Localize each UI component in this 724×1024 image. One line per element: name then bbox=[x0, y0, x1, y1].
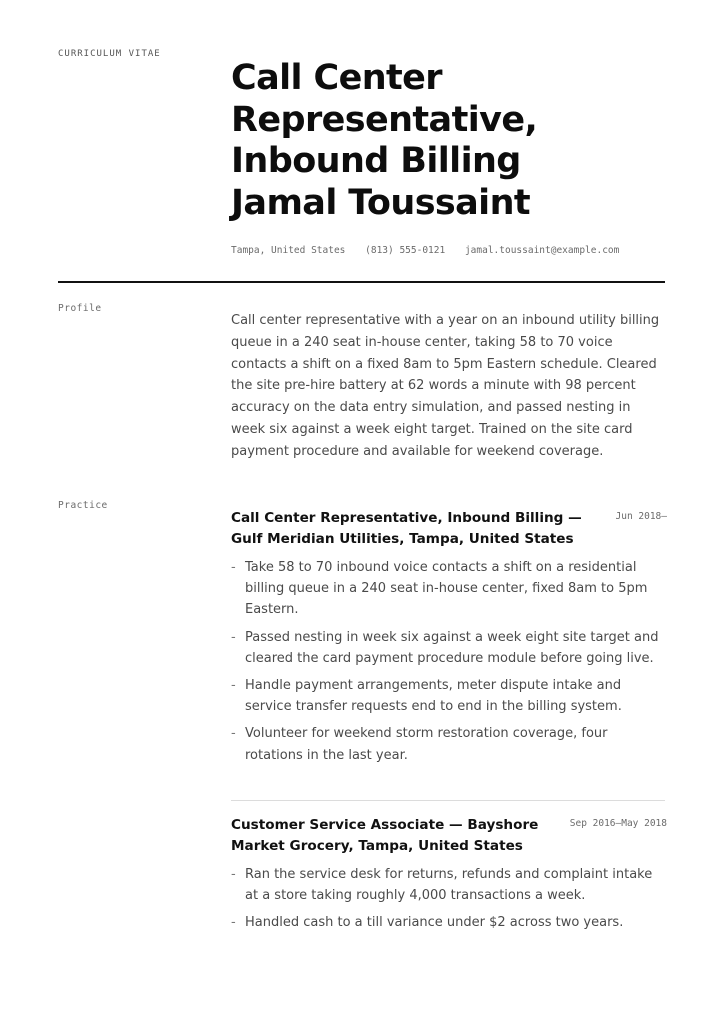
bullet-text: Handled cash to a till variance under $2 across two years. bbox=[245, 915, 624, 931]
title-line: Representative, bbox=[231, 99, 538, 140]
title-line: Call Center bbox=[231, 58, 442, 98]
list-item bbox=[231, 627, 667, 669]
bullet-dash: - bbox=[231, 726, 236, 742]
bullet-dash: - bbox=[231, 560, 236, 575]
list-item bbox=[231, 864, 667, 906]
job-header bbox=[231, 508, 667, 549]
bullet-text: Volunteer for weekend storm restoration coverage, four rotations in the last year. bbox=[245, 726, 608, 763]
list-item bbox=[231, 912, 667, 933]
contact-email[interactable]: jamal.toussaint@example.com bbox=[464, 245, 620, 256]
job-dates: Jun 2018– bbox=[615, 511, 667, 522]
list-item bbox=[231, 557, 667, 621]
title-line: Inbound Billing bbox=[231, 141, 521, 181]
bullet-text: Ran the service desk for returns, refunds and complaint intake at a store taking roughly 4,000 transactions a week. bbox=[245, 867, 653, 904]
document-eyebrow: CURRICULUM VITAE bbox=[58, 49, 161, 59]
job-title: Call Center Representative, Inbound Billing — Gulf Meridian Utilities, Tampa, United States bbox=[231, 510, 582, 547]
page-title bbox=[231, 58, 701, 224]
bullet-text: Take 58 to 70 inbound voice contacts a shift on a residential billing queue in a 240 seat in-house center, fixed 8am to 5pm Eastern. bbox=[245, 560, 648, 618]
profile-summary: Call center representative with a year on an inbound utility billing queue in a 240 seat in-house center, taking 58 to 70 voice contacts a shift on a fixed 8am to 5pm Eastern schedule. Cleared the site pre-hire battery at 62 words a minute with 98 percent accuracy on the data entry simulation, and passed nesting in week six against a week eight target. Trained on the site card payment procedure and available for weekend coverage. bbox=[231, 313, 660, 459]
section-label-profile: Profile bbox=[58, 303, 102, 314]
job-entry bbox=[231, 508, 667, 772]
list-item bbox=[231, 675, 667, 717]
job-title: Customer Service Associate — Bayshore Market Grocery, Tampa, United States bbox=[231, 817, 539, 854]
job-header bbox=[231, 815, 667, 856]
title-line: Jamal Toussaint bbox=[231, 182, 531, 223]
bullet-dash: - bbox=[231, 629, 236, 645]
section-label-practice: Practice bbox=[58, 500, 108, 511]
bullet-dash: - bbox=[231, 867, 236, 882]
bullet-dash: - bbox=[231, 915, 236, 931]
contact-line bbox=[231, 245, 633, 256]
bullet-text: Passed nesting in week six against a week eight site target and cleared the card payment procedure module before going live. bbox=[245, 629, 659, 666]
job-bullets bbox=[231, 864, 667, 934]
list-item bbox=[231, 723, 667, 765]
job-dates: Sep 2016–May 2018 bbox=[569, 818, 667, 829]
job-divider bbox=[231, 800, 665, 801]
job-bullets bbox=[231, 557, 667, 766]
contact-location: Tampa, United States bbox=[231, 245, 346, 256]
header-divider bbox=[58, 281, 665, 283]
contact-phone: (813) 555-0121 bbox=[365, 245, 446, 256]
bullet-dash: - bbox=[231, 678, 236, 694]
bullet-text: Handle payment arrangements, meter dispute intake and service transfer requests end to end in the billing system. bbox=[245, 678, 622, 715]
job-entry bbox=[231, 815, 667, 940]
